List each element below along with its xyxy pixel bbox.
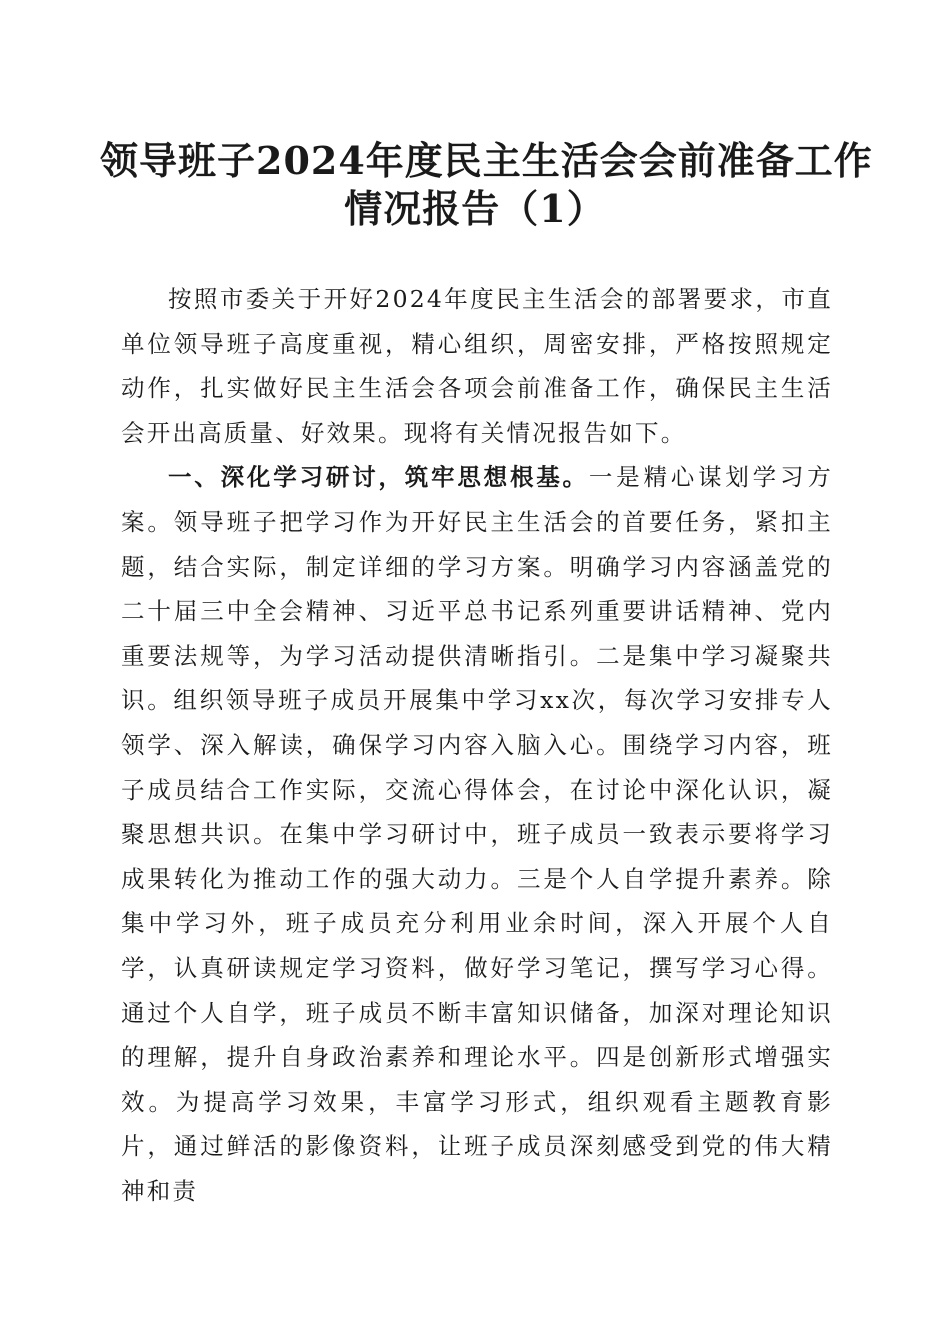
intro-paragraph: 按照市委关于开好2024年度民主生活会的部署要求，市直单位领导班子高度重视，精心组织，周密安排，严格按照规定动作，扎实做好民主生活会各项会前准备工作，确保民主生活会开出高质量、好效果。现将有关情况报告如下。	[121, 285, 833, 447]
section-1-heading: 一、深化学习研讨，筑牢思想根基。	[168, 463, 589, 492]
document-title-line-2: 情况报告（1）	[344, 186, 606, 231]
section-1-text: 一是精心谋划学习方案。领导班子把学习作为开好民主生活会的首要任务，紧扣主题，结合实际，制定详细的学习方案。明确学习内容涵盖党的二十届三中全会精神、习近平总书记系列重要讲话精神、党内重要法规等，为学习活动提供清晰指引。二是集中学习凝聚共识。组织领导班子成员开展集中学习xx次，每次学习安排专人领学、深入解读，确保学习内容入脑入心。围绕学习内容，班子成员结合工作实际，交流心得体会，在讨论中深化认识，凝聚思想共识。在集中学习研讨中，班子成员一致表示要将学习成果转化为推动工作的强大动力。三是个人自学提升素养。除集中学习外，班子成员充分利用业余时间，深入开展个人自学，认真研读规定学习资料，做好学习笔记，撰写学习心得。通过个人自学，班子成员不断丰富知识储备，加深对理论知识的理解，提升自身政治素养和理论水平。四是创新形式增强实效。为提高学习效果，丰富学习形式，组织观看主题教育影片，通过鲜活的影像资料，让班子成员深刻感受到党的伟大精神和责	[121, 463, 833, 1205]
document-body	[121, 277, 833, 1213]
section-1-paragraph	[121, 455, 833, 1213]
document-title-line-1: 领导班子2024年度民主生活会会前准备工作	[100, 138, 873, 183]
